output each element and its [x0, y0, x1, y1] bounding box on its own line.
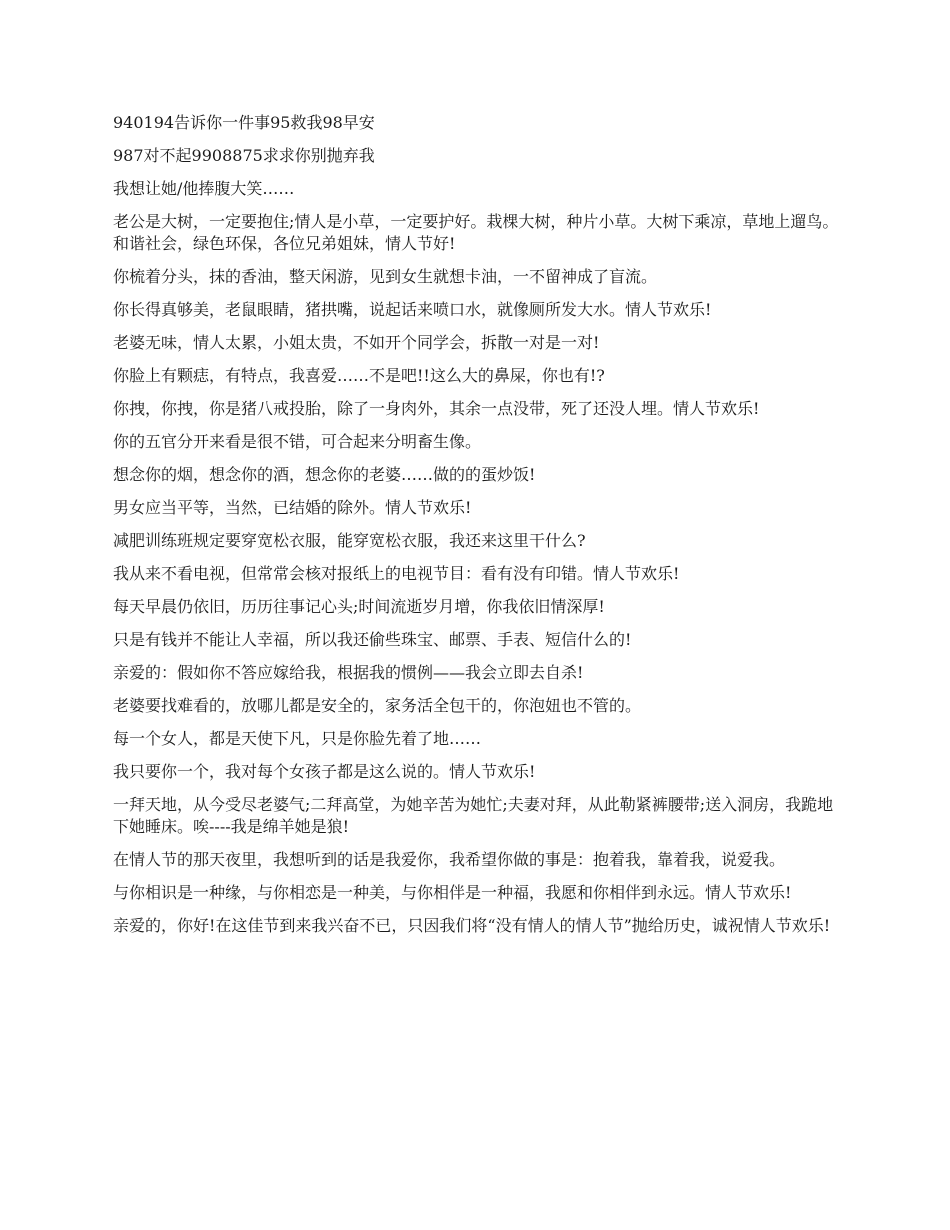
paragraph: 与你相识是一种缘，与你相恋是一种美，与你相伴是一种福，我愿和你相伴到永远。情人节欢乐! — [113, 883, 792, 902]
paragraph: 我想让她/他捧腹大笑…… — [113, 179, 295, 198]
paragraph: 你的五官分开来看是很不错，可合起来分明畜生像。 — [113, 432, 482, 451]
paragraph: 想念你的烟，想念你的酒，想念你的老婆……做的的蛋炒饭! — [113, 465, 536, 484]
paragraph: 987对不起9908875求求你别抛弃我 — [113, 146, 375, 165]
paragraph: 亲爱的，你好!在这佳节到来我兴奋不已，只因我们将“没有情人的情人节”抛给历史，诚祝情人节欢乐! — [113, 916, 831, 935]
paragraph: 你拽，你拽，你是猪八戒投胎，除了一身肉外，其余一点没带，死了还没人埋。情人节欢乐! — [113, 399, 760, 418]
paragraph: 男女应当平等，当然，已结婚的除外。情人节欢乐! — [113, 498, 472, 517]
paragraph: 940194告诉你一件事95救我98早安 — [113, 113, 375, 132]
paragraph: 你长得真够美，老鼠眼睛，猪拱嘴，说起话来喷口水，就像厕所发大水。情人节欢乐! — [113, 300, 712, 319]
paragraph: 亲爱的：假如你不答应嫁给我，根据我的惯例——我会立即去自杀! — [113, 663, 584, 682]
paragraph: 老婆要找难看的，放哪儿都是安全的，家务活全包干的，你泡妞也不管的。 — [113, 696, 642, 715]
paragraph: 我从来不看电视，但常常会核对报纸上的电视节目：看有没有印错。情人节欢乐! — [113, 564, 680, 583]
paragraph: 你脸上有颗痣，有特点，我喜爱……不是吧!!这么大的鼻屎，你也有!? — [113, 366, 605, 385]
paragraph: 老公是大树，一定要抱住;情人是小草，一定要护好。栽棵大树，种片小草。大树下乘凉，草地上遛鸟。和谐社会，绿色环保，各位兄弟姐妹，情人节好! — [113, 212, 839, 253]
paragraph: 减肥训练班规定要穿宽松衣服，能穿宽松衣服，我还来这里干什么? — [113, 531, 586, 550]
paragraph: 老婆无味，情人太累，小姐太贵，不如开个同学会，拆散一对是一对! — [113, 333, 600, 352]
document-body — [113, 112, 843, 948]
paragraph: 每天早晨仍依旧，历历往事记心头;时间流逝岁月增，你我依旧情深厚! — [113, 597, 605, 616]
paragraph: 只是有钱并不能让人幸福，所以我还偷些珠宝、邮票、手表、短信什么的! — [113, 630, 632, 649]
paragraph: 在情人节的那天夜里，我想听到的话是我爱你，我希望你做的事是：抱着我，靠着我，说爱我。 — [113, 850, 786, 869]
paragraph: 每一个女人，都是天使下凡，只是你脸先着了地…… — [113, 729, 482, 748]
paragraph: 一拜天地，从今受尽老婆气;二拜高堂，为她辛苦为她忙;夫妻对拜，从此勒紧裤腰带;送入洞房，我跪地下她睡床。唉----我是绵羊她是狼! — [113, 795, 834, 836]
paragraph: 我只要你一个，我对每个女孩子都是这么说的。情人节欢乐! — [113, 762, 536, 781]
paragraph: 你梳着分头，抹的香油，整天闲游，见到女生就想卡油，一不留神成了盲流。 — [113, 267, 658, 286]
